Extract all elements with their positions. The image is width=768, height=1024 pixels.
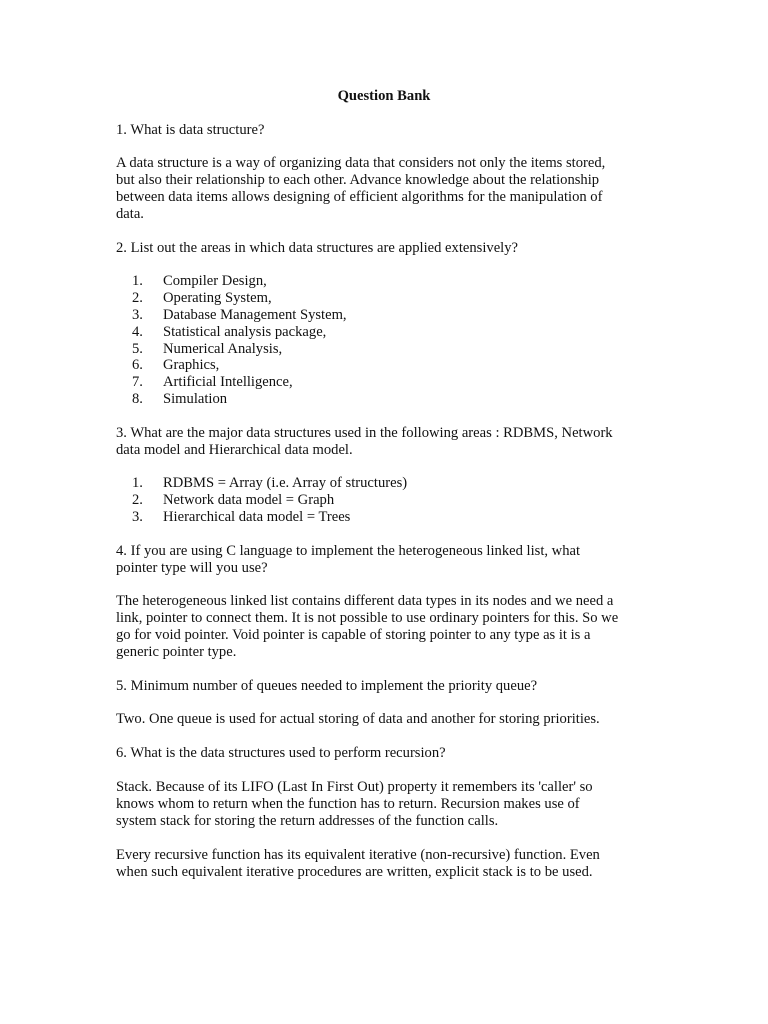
- answer-line: between data items allows designing of efficient algorithms for the manipulation of: [116, 189, 603, 205]
- answer-line: data.: [116, 206, 144, 222]
- question-text: 6. What is the data structures used to perform recursion?: [116, 745, 446, 761]
- list-text: Graphics,: [163, 357, 220, 374]
- question-2: [116, 240, 656, 257]
- answer-line: Every recursive function has its equivalent iterative (non-recursive) function. Even: [116, 847, 600, 863]
- question-text: pointer type will you use?: [116, 560, 268, 576]
- list-number: 5.: [132, 340, 143, 357]
- answer-line: link, pointer to connect them. It is not possible to use ordinary pointers for this. So we: [116, 610, 619, 626]
- list-number: 2.: [132, 289, 143, 306]
- list-number: 6.: [132, 357, 143, 374]
- question-6: [116, 745, 656, 762]
- question-text: 5. Minimum number of queues needed to implement the priority queue?: [116, 678, 538, 694]
- answer-6-extra: [116, 847, 656, 881]
- list-item: [132, 273, 347, 290]
- answer-line: The heterogeneous linked list contains different data types in its nodes and we need a: [116, 593, 614, 609]
- answer-line: go for void pointer. Void pointer is capable of storing pointer to any type as it is a: [116, 627, 591, 643]
- list-item: [132, 475, 407, 492]
- question-5: [116, 678, 656, 695]
- list-number: 3.: [132, 508, 143, 525]
- list-item: [132, 391, 347, 408]
- question-1: [116, 122, 656, 139]
- list-item: [132, 492, 407, 509]
- list-text: Artificial Intelligence,: [163, 374, 293, 391]
- answer-6: [116, 779, 656, 830]
- list-number: 8.: [132, 391, 143, 408]
- list-text: Compiler Design,: [163, 273, 267, 289]
- list-text: Database Management System,: [163, 306, 347, 323]
- list-item: [132, 324, 347, 341]
- answer-line: Stack. Because of its LIFO (Last In First Out) property it remembers its 'caller' so: [116, 779, 593, 795]
- question-text: 4. If you are using C language to implement the heterogeneous linked list, what: [116, 543, 581, 559]
- page-title: Question Bank: [337, 88, 431, 104]
- list-number: 3.: [132, 306, 143, 323]
- list-number: 7.: [132, 374, 143, 391]
- question-text: 1. What is data structure?: [116, 122, 265, 138]
- answer-line: Two. One queue is used for actual storing of data and another for storing priorities.: [116, 711, 600, 727]
- answer-line: knows whom to return when the function has to return. Recursion makes use of: [116, 796, 580, 812]
- question-4: [116, 543, 656, 577]
- structures-list: [132, 475, 407, 526]
- answer-1: [116, 155, 656, 223]
- list-item: [132, 341, 347, 358]
- list-text: Statistical analysis package,: [163, 323, 327, 340]
- answer-5: [116, 711, 656, 728]
- answer-line: A data structure is a way of organizing data that considers not only the items stored,: [116, 155, 606, 171]
- list-number: 1.: [132, 273, 143, 289]
- answer-4: [116, 593, 656, 661]
- list-number: 4.: [132, 323, 143, 340]
- question-text: data model and Hierarchical data model.: [116, 442, 353, 458]
- list-text: Simulation: [163, 391, 228, 408]
- list-text: Numerical Analysis,: [163, 340, 283, 357]
- list-text: RDBMS = Array (i.e. Array of structures): [163, 475, 408, 491]
- list-number: 1.: [132, 475, 143, 491]
- list-item: [132, 509, 407, 526]
- list-item: [132, 357, 347, 374]
- areas-list: [132, 273, 347, 408]
- question-text: 2. List out the areas in which data structures are applied extensively?: [116, 240, 518, 256]
- list-text: Hierarchical data model = Trees: [163, 508, 351, 525]
- answer-line: generic pointer type.: [116, 644, 237, 660]
- list-number: 2.: [132, 491, 143, 508]
- question-text: 3. What are the major data structures used in the following areas : RDBMS, Network: [116, 425, 613, 441]
- answer-line: but also their relationship to each other. Advance knowledge about the relationship: [116, 172, 600, 188]
- list-item: [132, 374, 347, 391]
- answer-line: system stack for storing the return addresses of the function calls.: [116, 813, 499, 829]
- list-text: Operating System,: [163, 289, 272, 306]
- answer-line: when such equivalent iterative procedures are written, explicit stack is to be used.: [116, 864, 593, 880]
- list-item: [132, 307, 347, 324]
- question-3: [116, 425, 656, 459]
- list-item: [132, 290, 347, 307]
- list-text: Network data model = Graph: [163, 491, 335, 508]
